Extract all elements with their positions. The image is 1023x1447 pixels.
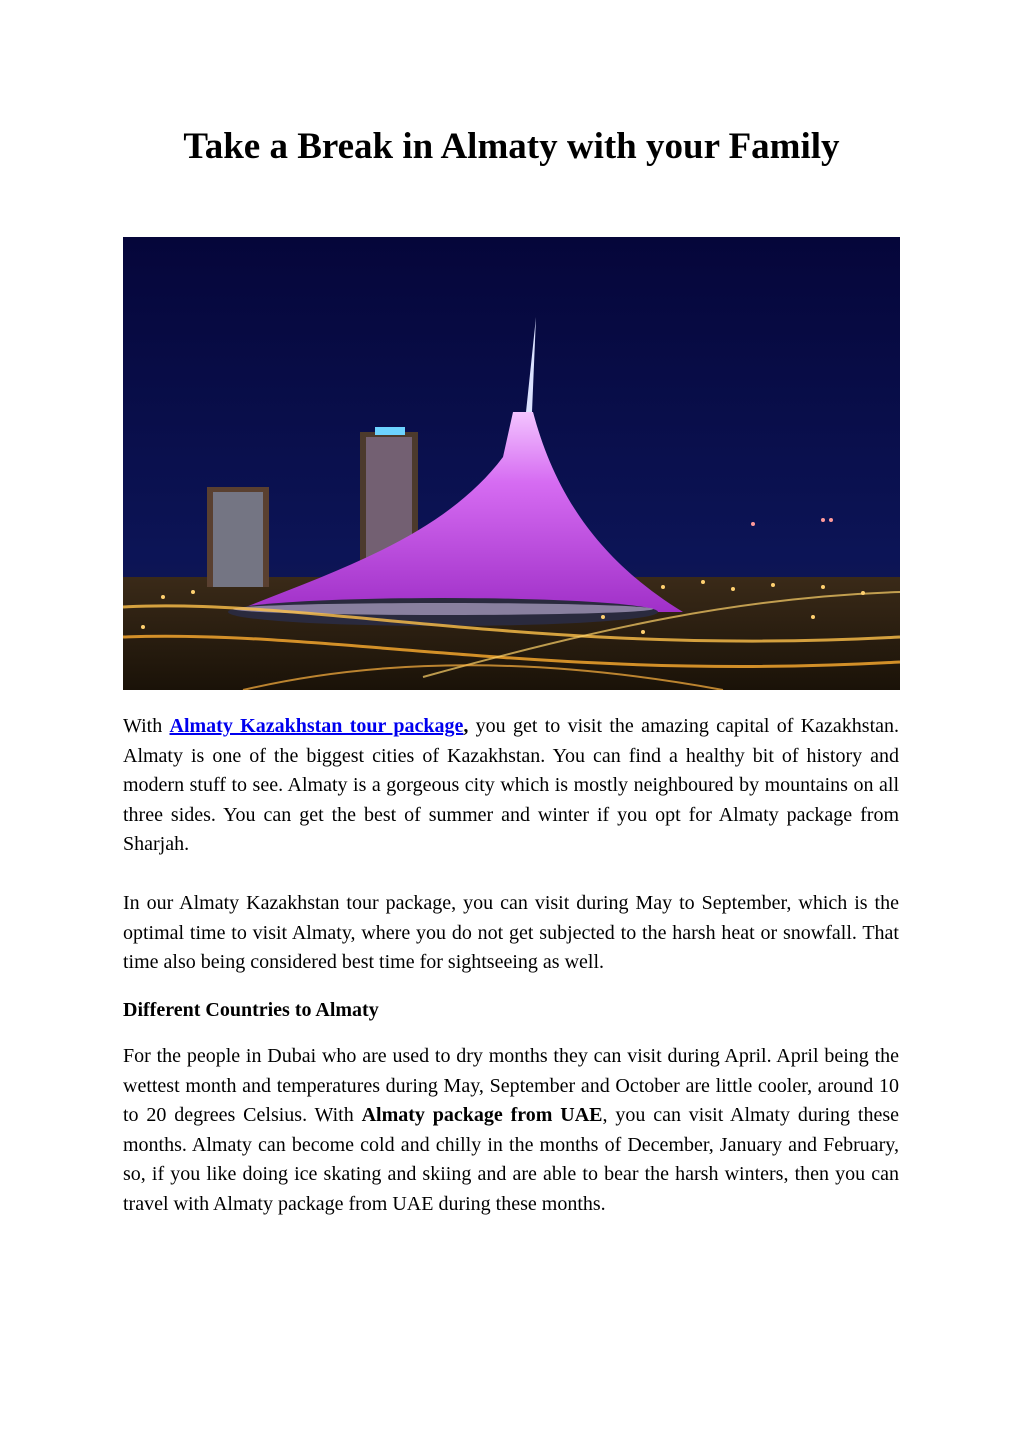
tour-package-link[interactable]: Almaty Kazakhstan tour package bbox=[169, 715, 464, 737]
intro-comma: , bbox=[463, 715, 469, 737]
season-paragraph: In our Almaty Kazakhstan tour package, you can visit during May to September, which is the optimal time to visit Almaty, where you do not get subjected to the harsh heat or snowfall. That time also being considered best time for sightseeing as well. bbox=[123, 892, 899, 973]
intro-prefix: With bbox=[123, 715, 170, 737]
section-heading: Different Countries to Almaty bbox=[123, 999, 379, 1021]
countries-part2: , you can visit Almaty during these months. Almaty can become cold and chilly in the months of December, January and February, so, if you like doing ice skating and skiing and are able to bear the harsh winters, then you can travel with Almaty package from UAE during these months. bbox=[123, 1104, 899, 1215]
intro-rest: you get to visit the amazing capital of Kazakhstan. Almaty is one of the biggest cities of Kazakhstan. You can find a healthy bit of history and modern stuff to see. Almaty is a gorgeous city which is mostly neighboured by mountains on all three sides. You can get the best of summer and winter if you opt for Almaty package from Sharjah. bbox=[123, 715, 900, 855]
countries-bold: Almaty package from UAE bbox=[361, 1104, 603, 1126]
page-title: Take a Break in Almaty with your Family bbox=[183, 126, 840, 167]
countries-part1: For the people in Dubai who are used to dry months they can visit during April. April being the wettest month and temperatures during May, September and October are little cooler, around 10 to 20 degrees Celsius. With bbox=[123, 1045, 899, 1126]
intro-paragraph bbox=[123, 712, 899, 860]
countries-paragraph bbox=[123, 1042, 899, 1219]
hero-image bbox=[123, 237, 900, 690]
photo-icon bbox=[123, 237, 900, 690]
